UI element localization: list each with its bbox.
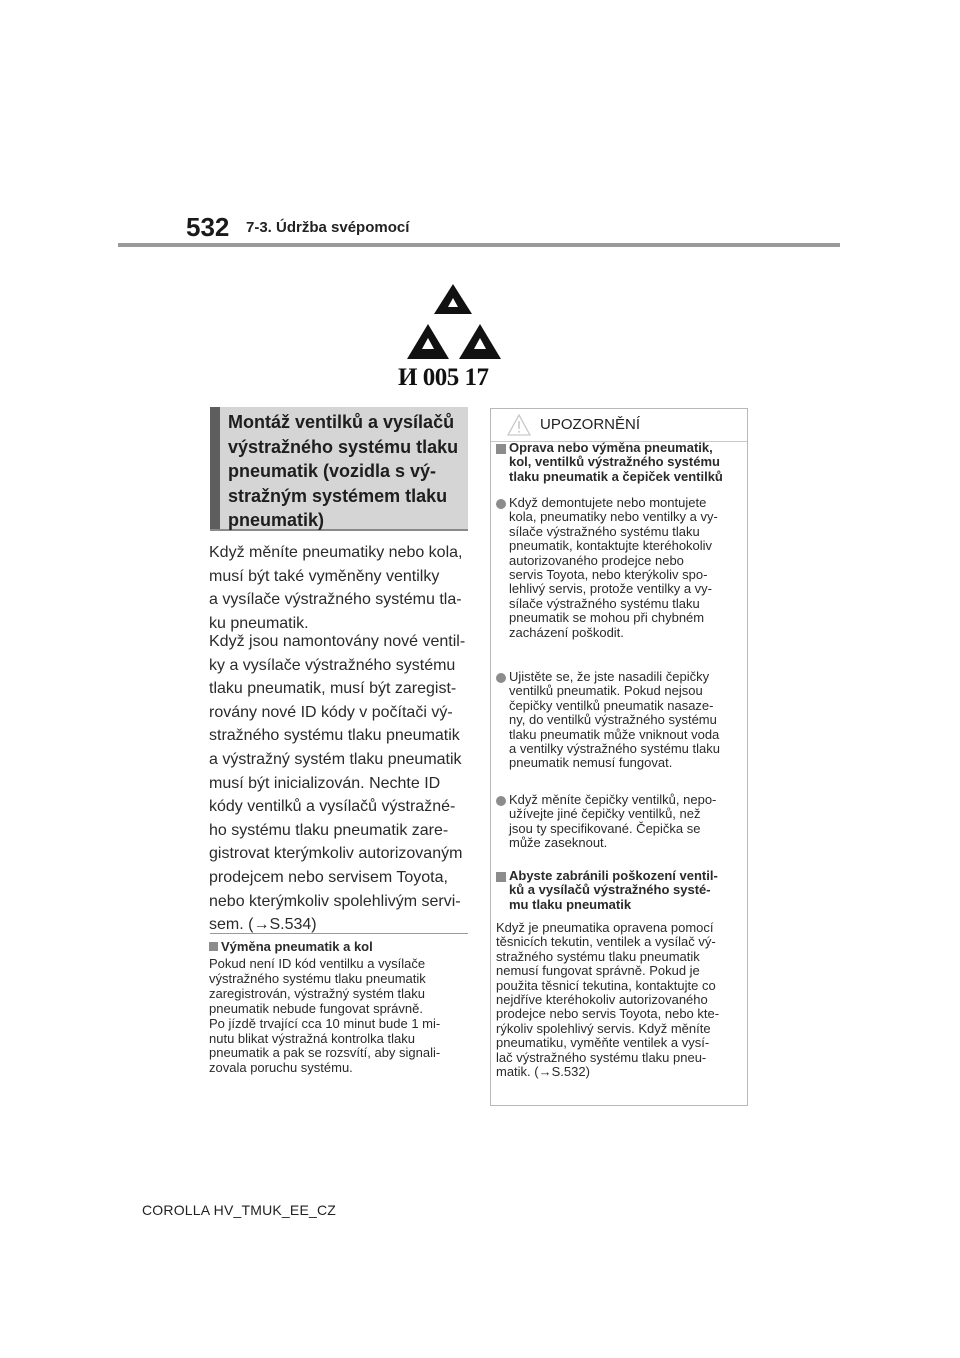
caution-line: užívejte jiné čepičky ventilků, než (509, 806, 701, 822)
para-line: musí být také vyměněny ventilky (209, 567, 440, 585)
square-bullet-icon (496, 872, 506, 882)
heading-line: pneumatik (vozidla s vý- (228, 461, 437, 481)
caution-line: pneumatik, kontaktujte kteréhokoliv (509, 538, 713, 554)
section-heading-bar (210, 407, 220, 529)
sub-line: Po jízdě trvající cca 10 minut bude 1 mi- (209, 1015, 441, 1031)
caution-line: a ventilky výstražného systému tlaku (509, 741, 720, 757)
para-line: gistrovat kterýmkoliv autorizovaným (209, 845, 463, 863)
circle-bullet-icon (496, 796, 506, 806)
para-line: prodejcem nebo servisem Toyota, (209, 868, 448, 886)
square-bullet-icon (209, 942, 218, 951)
caution-line: matik. (→S.532) (496, 1064, 590, 1080)
subsection-heading-text: Výměna pneumatik a kol (221, 939, 373, 954)
para-line: rovány nové ID kódy v počítači vý- (209, 703, 453, 721)
section-title: 7-3. Údržba svépomocí (246, 219, 410, 236)
caution-line: Oprava nebo výměna pneumatik, (509, 440, 713, 455)
caution-line: pneumatiku, vyměňte ventilek a vysí- (496, 1035, 710, 1051)
para-line: Když jsou namontovány nové ventil- (209, 633, 466, 650)
caution-line: těsnicích tekutin, ventilek a vysílač vý- (496, 934, 716, 950)
caution-line: Když demontujete nebo montujete (509, 495, 707, 510)
square-bullet-icon (496, 444, 506, 454)
heading-line: Montáž ventilků a vysílačů (228, 412, 455, 432)
caution-line: lehlivý servis, protože ventilky a vy- (509, 581, 713, 597)
subsection-text (209, 957, 471, 1076)
caution-line: kol, ventilků výstražného systému (509, 454, 720, 470)
caution-heading-2 (509, 869, 747, 912)
caution-bullet-3 (509, 793, 747, 851)
sub-line: Pokud není ID kód ventilku a vysílače (209, 956, 426, 971)
body-paragraph-1 (209, 541, 471, 635)
heading-line: výstražného systému tlaku (228, 436, 459, 457)
caution-line: rýkoliv spolehlivý servis. Když měníte (496, 1020, 711, 1036)
para-line: stražného systému tlaku pneumatik (209, 727, 460, 745)
caution-title: UPOZORNĚNÍ (540, 416, 641, 433)
caution-line: mu tlaku pneumatik (509, 896, 632, 912)
para-line: ku pneumatik. (209, 614, 309, 632)
sub-line: zovala poruchu systému. (209, 1060, 353, 1076)
para-line: kódy ventilků a vysílačů výstražné- (209, 798, 456, 816)
caution-line: tlaku pneumatik může vniknout voda (509, 726, 720, 742)
caution-line: čepičky ventilků pneumatik nasaze- (509, 697, 714, 713)
caution-line: Když měníte čepičky ventilků, nepo- (509, 792, 717, 807)
page-number: 532 (186, 212, 230, 242)
caution-line: zacházení poškodit. (509, 624, 624, 640)
subsection-heading (209, 939, 373, 954)
para-line: ky a vysílače výstražného systému (209, 656, 456, 674)
caution-heading-1 (509, 441, 747, 484)
caution-bullet-2 (509, 670, 747, 771)
caution-line: lač výstražného systému tlaku pneu- (496, 1049, 707, 1065)
caution-line: jsou ty specifikované. Čepička se (509, 820, 701, 836)
para-line: tlaku pneumatik, musí být zaregist- (209, 680, 457, 698)
para-line: a výstražný systém tlaku pneumatik (209, 750, 462, 768)
para-line: nebo kterýmkoliv spolehlivým servi- (209, 892, 461, 910)
subsection-rule (210, 933, 468, 934)
caution-paragraph (496, 921, 748, 1079)
footer-model-code: COROLLA HV_TMUK_EE_CZ (142, 1202, 337, 1218)
para-line: musí být inicializován. Nechte ID (209, 774, 441, 792)
sub-line: pneumatik a pak se rozsvítí, aby signali- (209, 1045, 441, 1061)
para-line: Když měníte pneumatiky nebo kola, (209, 544, 463, 561)
caution-line: stražného systému tlaku pneumatik (496, 948, 700, 964)
body-paragraph-2 (209, 630, 471, 937)
symbol-code: И 005 17 (398, 364, 489, 391)
sub-line: výstražného systému tlaku pneumatik (209, 970, 426, 986)
caution-line: nemusí fungovat správně. Pokud je (496, 963, 700, 979)
caution-line: ků a vysílačů výstražného systé- (509, 882, 711, 898)
section-heading (228, 410, 464, 533)
caution-line: tlaku pneumatik a čepiček ventilků (509, 468, 723, 484)
caution-line: ny, do ventilků výstražného systému (509, 712, 717, 728)
caution-line: prodejce nebo servis Toyota, nebo kte- (496, 1006, 720, 1022)
caution-line: sílače výstražného systému tlaku (509, 595, 700, 611)
header-rule (118, 243, 840, 247)
caution-line: může zaseknout. (509, 835, 608, 851)
sub-line: nutu blikat výstražná kontrolka tlaku (209, 1030, 415, 1046)
caution-line: Ujistěte se, že jste nasadili čepičky (509, 669, 710, 684)
caution-line: Když je pneumatika opravena pomocí (496, 920, 714, 935)
caution-line: ventilků pneumatik. Pokud nejsou (509, 683, 703, 699)
heading-line: pneumatik) (228, 510, 325, 530)
caution-line: servis Toyota, nebo kterýkoliv spo- (509, 567, 708, 583)
circle-bullet-icon (496, 499, 506, 509)
sub-line: zaregistrován, výstražný systém tlaku (209, 985, 426, 1001)
caution-line: Abyste zabránili poškození ventil- (509, 868, 718, 883)
para-line: ho systému tlaku pneumatik zare- (209, 821, 449, 839)
caution-line: použita těsnicí tekutina, kontaktujte co (496, 977, 716, 993)
three-triangles-icon (398, 284, 508, 364)
caution-bullet-1 (509, 496, 747, 640)
para-line: a vysílače výstražného systému tla- (209, 591, 462, 609)
caution-line: autorizovaného prodejce nebo (509, 552, 684, 568)
circle-bullet-icon (496, 673, 506, 683)
caution-line: nejdříve kteréhokoliv autorizovaného (496, 992, 708, 1008)
sub-line: pneumatik nebude fungovat správně. (209, 1000, 423, 1016)
caution-line: pneumatik nemusí fungovat. (509, 755, 673, 771)
warning-triangle-icon (507, 414, 531, 436)
heading-line: stražným systémem tlaku (228, 485, 448, 506)
caution-line: pneumatik se mohou při chybném (509, 610, 705, 626)
caution-line: sílače výstražného systému tlaku (509, 523, 700, 539)
caution-line: kola, pneumatiky nebo ventilky a vy- (509, 509, 718, 525)
para-line: sem. (→S.534) (209, 916, 317, 934)
